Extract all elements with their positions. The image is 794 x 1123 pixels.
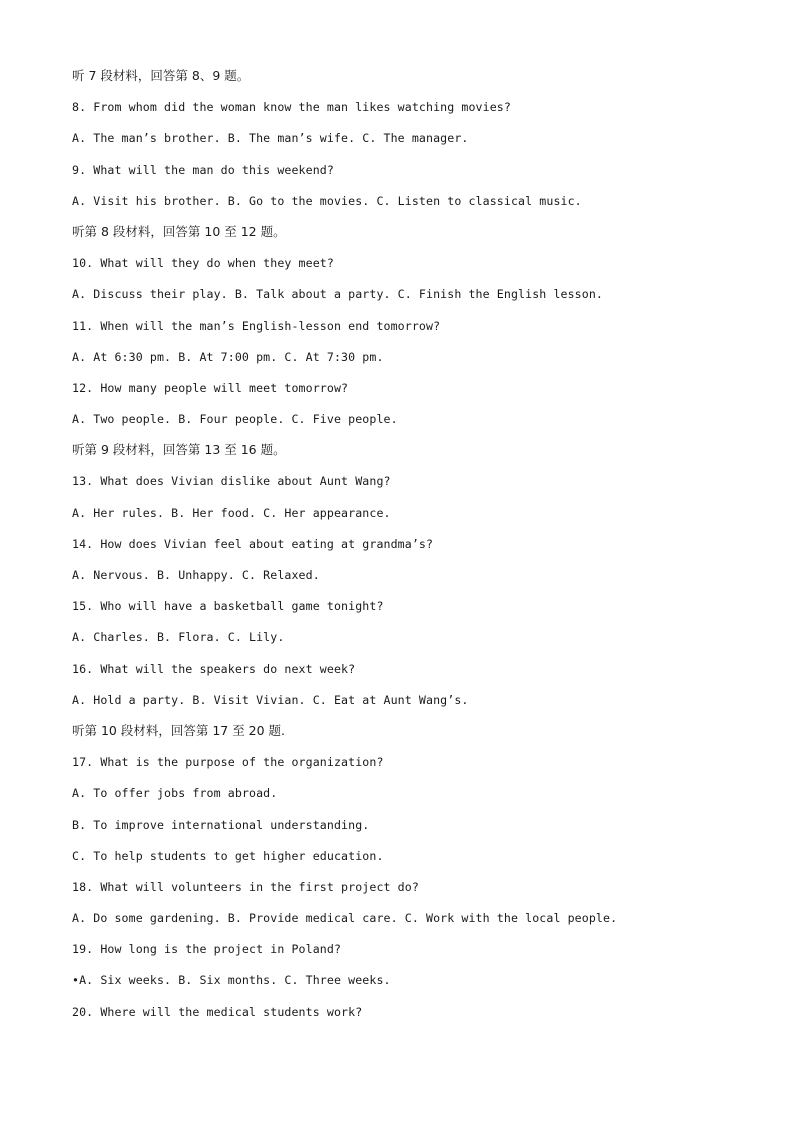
options-19: •A. Six weeks. B. Six months. C. Three weeks.	[72, 973, 391, 988]
options-8: A. The man’s brother. B. The man’s wife. C. The manager.	[72, 131, 469, 146]
options-17-b: B. To improve international understanding.	[72, 817, 370, 832]
question-18: 18. What will volunteers in the first project do?	[72, 879, 419, 894]
question-9: 9. What will the man do this weekend?	[72, 162, 334, 177]
options-10: A. Discuss their play. B. Talk about a party. C. Finish the English lesson.	[72, 287, 604, 302]
document-page	[72, 66, 752, 1033]
options-11: A. At 6:30 pm. B. At 7:00 pm. C. At 7:30 pm.	[72, 349, 384, 364]
question-15: 15. Who will have a basketball game tonight?	[72, 599, 384, 614]
question-10: 10. What will they do when they meet?	[72, 256, 334, 271]
options-17-a: A. To offer jobs from abroad.	[72, 786, 278, 801]
options-12: A. Two people. B. Four people. C. Five people.	[72, 412, 398, 427]
question-17: 17. What is the purpose of the organization?	[72, 755, 384, 770]
options-18: A. Do some gardening. B. Provide medical care. C. Work with the local people.	[72, 911, 618, 926]
section-heading-10: 听第 10 段材料，回答第 17 至 20 题.	[72, 722, 286, 738]
question-14: 14. How does Vivian feel about eating at grandma’s?	[72, 536, 434, 551]
question-13: 13. What does Vivian dislike about Aunt Wang?	[72, 474, 391, 489]
options-15: A. Charles. B. Flora. C. Lily.	[72, 630, 285, 645]
options-14: A. Nervous. B. Unhappy. C. Relaxed.	[72, 568, 320, 582]
question-8: 8. From whom did the woman know the man likes watching movies?	[72, 100, 511, 115]
options-13: A. Her rules. B. Her food. C. Her appearance.	[72, 505, 391, 520]
question-19: 19. How long is the project in Poland?	[72, 942, 342, 957]
section-heading-9: 听第 9 段材料，回答第 13 至 16 题。	[72, 442, 286, 458]
options-17-c: C. To help students to get higher education.	[72, 848, 384, 863]
question-16: 16. What will the speakers do next week?	[72, 661, 356, 676]
options-9: A. Visit his brother. B. Go to the movies. C. Listen to classical music.	[72, 193, 582, 208]
question-11: 11. When will the man’s English-lesson end tomorrow?	[72, 318, 441, 333]
options-16: A. Hold a party. B. Visit Vivian. C. Eat at Aunt Wang’s.	[72, 692, 469, 707]
section-heading-8: 听第 8 段材料，回答第 10 至 12 题。	[72, 223, 286, 239]
question-12: 12. How many people will meet tomorrow?	[72, 380, 349, 395]
question-20: 20. Where will the medical students work?	[72, 1004, 363, 1019]
section-heading-7: 听 7 段材料，回答第 8、9 题。	[72, 68, 250, 83]
